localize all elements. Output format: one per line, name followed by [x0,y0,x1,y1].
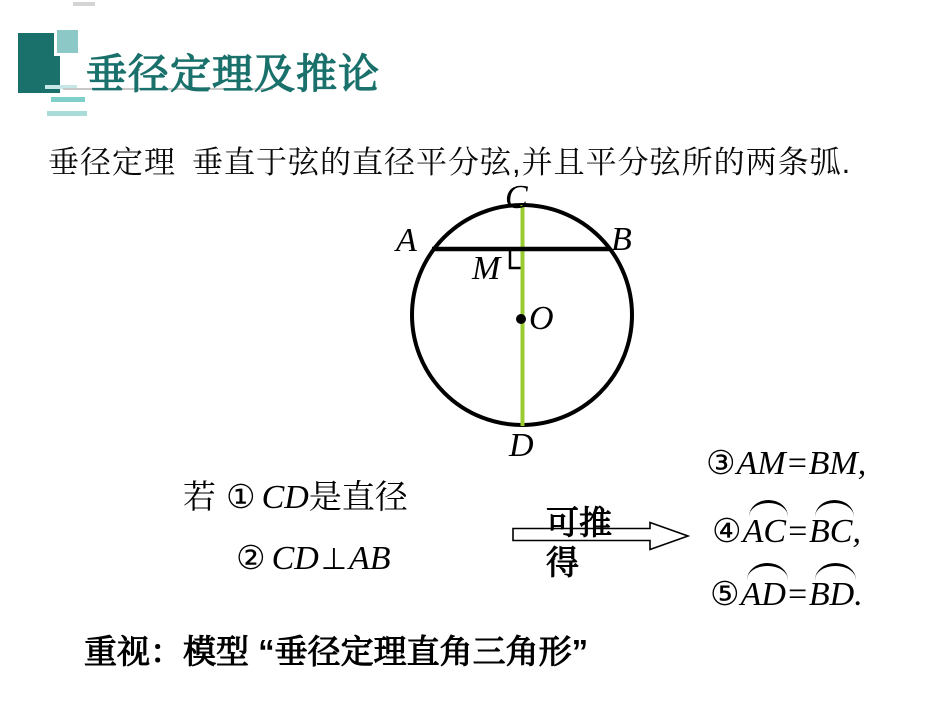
conclusion-5 [710,574,863,614]
label-point-c: C [505,179,528,216]
arrow-caption-line1: 可推 [546,504,612,541]
label-point-d: D [509,427,534,464]
theorem-name: 垂径定理 [48,145,176,180]
conclusion-4-tail: , [852,513,861,550]
circled-number-4: ④ [712,511,742,550]
arrow-caption-line2: 得 [546,544,579,581]
circled-number-5: ⑤ [710,574,740,613]
arc-ad: AD [740,576,786,613]
condition-1 [183,471,408,518]
label-point-a: A [396,222,417,259]
center-dot [516,314,526,324]
label-point-b: B [611,221,632,258]
equals-sign: = [786,513,809,550]
label-point-m: M [472,250,501,287]
condition-2-math2: AB [348,540,391,577]
condition-2-math1: CD [271,540,319,577]
arc-ac: AC [742,513,787,550]
theorem-text: 垂直于弦的直径平分弦,并且平分弦所的两条弧. [192,145,852,180]
equals-sign: = [785,576,809,613]
footer-note: 重视：模型 “垂径定理直角三角形” [84,633,589,670]
circled-number-2: ② [236,538,266,577]
condition-1-math: CD [261,479,309,516]
arc-bd: BD [808,576,855,613]
conclusion-4 [712,511,861,551]
label-point-o: O [529,300,554,337]
condition-2 [236,538,391,578]
arc-bc: BC [809,513,853,550]
conclusion-3-text: AM=BM, [736,445,867,482]
circled-number-3: ③ [706,443,736,482]
condition-prefix: 若 [183,478,216,515]
right-angle-mark [510,251,521,268]
perpendicular-symbol: ⊥ [320,542,347,577]
page-title: 垂径定理及推论 [86,51,380,97]
conclusion-3 [706,443,866,483]
condition-1-text: 是直径 [308,478,408,515]
circled-number-1: ① [226,477,256,516]
conclusion-5-tail: . [854,576,863,613]
